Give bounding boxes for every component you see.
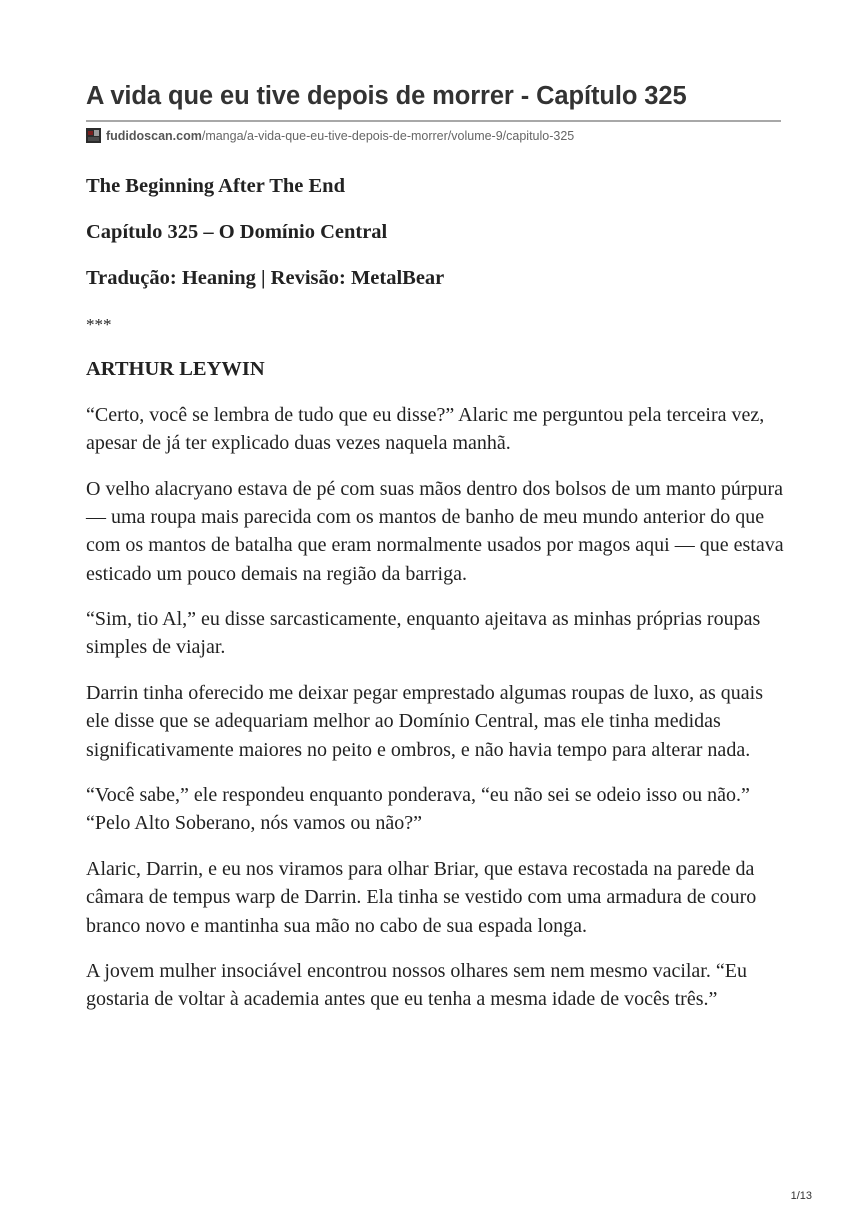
source-path[interactable]: /manga/a-vida-que-eu-tive-depois-de-morrer/volume-9/capitulo-325 [201, 128, 575, 143]
article-body [86, 172, 786, 1031]
chapter-heading: Capítulo 325 – O Domínio Central [86, 221, 388, 244]
credits-heading: Tradução: Heaning | Revisão: MetalBear [86, 267, 445, 290]
paragraph: A jovem mulher insociável encontrou nossos olhares sem nem mesmo vacilar. “Eu gostaria de voltar à academia antes que eu tenha a mesma idade de vocês três.” [86, 960, 747, 1011]
paragraph: “Certo, você se lembra de tudo que eu disse?” Alaric me perguntou pela terceira vez, apesar de já ter explicado duas vezes naquela manhã. [86, 404, 765, 455]
paragraph: “Você sabe,” ele respondeu enquanto ponderava, “eu não sei se odeio isso ou não.” “Pelo Alto Soberano, nós vamos ou não?” [86, 784, 750, 835]
page-indicator: 1/13 [790, 1190, 812, 1202]
source-domain[interactable]: fudidoscan.com [106, 128, 202, 143]
paragraph: Alaric, Darrin, e eu nos viramos para olhar Briar, que estava recostada na parede da câmara de tempus warp de Darrin. Ela tinha se vestido com uma armadura de couro branco novo e mantinha sua mão no cabo de sua espada longa. [86, 858, 757, 937]
source-url[interactable] [86, 128, 574, 143]
paragraph: O velho alacryano estava de pé com suas mãos dentro dos bolsos de um manto púrpura — uma roupa mais parecida com os mantos de banho de meu mundo anterior do que com os mantos de batalha que eram normalmente usados por magos aqui — que estava esticado um pouco demais na região da barriga. [86, 477, 784, 585]
section-separator: *** [86, 314, 112, 334]
page-title: A vida que eu tive depois de morrer - Capítulo 325 [86, 82, 687, 110]
series-heading: The Beginning After The End [86, 175, 345, 197]
site-favicon-icon [86, 128, 101, 143]
section-title: ARTHUR LEYWIN [86, 357, 265, 380]
title-divider [86, 120, 781, 122]
paragraph: “Sim, tio Al,” eu disse sarcasticamente, enquanto ajeitava as minhas próprias roupas simples de viajar. [86, 608, 761, 659]
paragraph: Darrin tinha oferecido me deixar pegar emprestado algumas roupas de luxo, as quais ele disse que se adequariam melhor ao Domínio Central, mas ele tinha medidas significativamente maiores no peito e ombros, e não havia tempo para alterar nada. [86, 682, 763, 761]
